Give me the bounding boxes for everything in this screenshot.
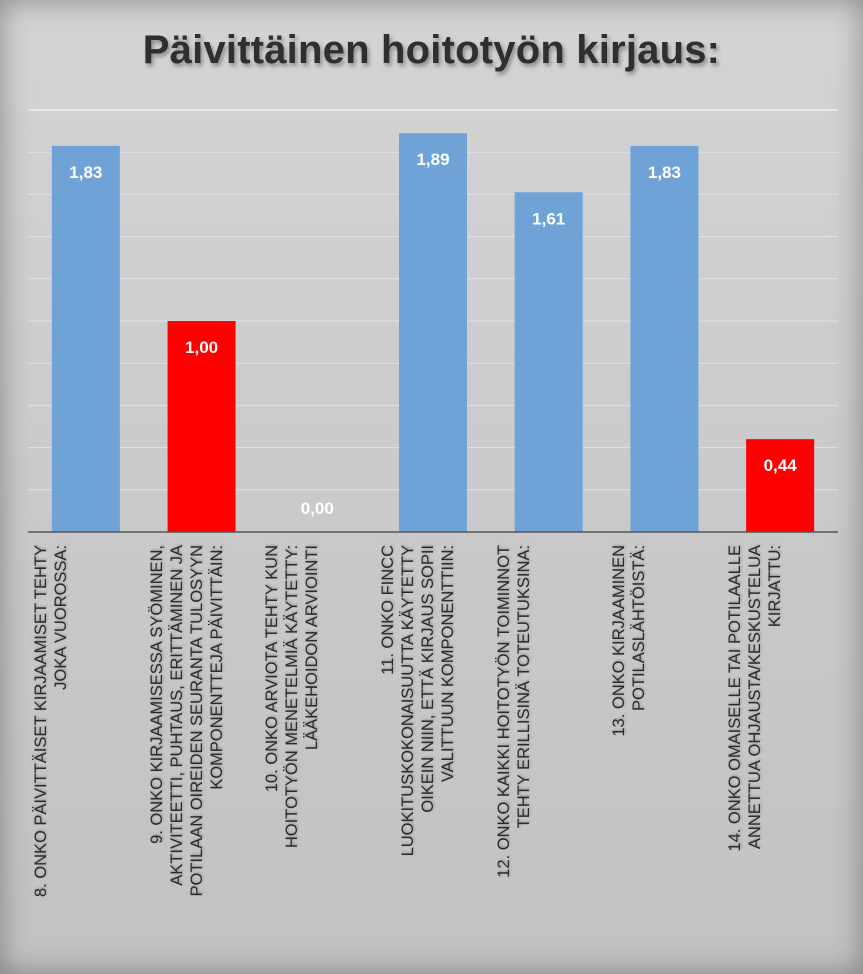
category-label-line: AKTIVITEETTI, PUHTAUS, ERITTÄMINEN JA [167, 545, 186, 886]
category-label-line: TEHTY ERILLISINÄ TOTEUTUKSINA: [514, 545, 533, 829]
category-label-line: ANNETTUA OHJAUSTA/KESKUSTELUA [746, 545, 765, 850]
data-label-7: 0,44 [763, 456, 797, 476]
category-label-line: 13. ONKO KIRJAAMINEN [610, 545, 629, 737]
data-label-5: 1,61 [532, 209, 566, 229]
bar-7 [746, 439, 814, 532]
category-label-line: 11. ONKO FINCC [379, 545, 397, 675]
data-label-2: 1,00 [185, 338, 219, 357]
category-label-line: 12. ONKO KAIKKI HOITOTYÖN TOIMINNOT [494, 545, 513, 878]
data-label-6: 1,83 [647, 162, 681, 182]
category-label-5 [494, 545, 604, 925]
category-label-line: POTILASLÄHTÖISTÄ: [630, 545, 649, 711]
category-label-1 [31, 545, 141, 925]
data-label-4: 1,89 [416, 150, 450, 170]
category-label-line: OIKEIN NIIN, ETTÄ KIRJAUS SOPII [419, 545, 437, 813]
category-label-line: KOMPONENTTEJA PÄIVITTÄIN: [207, 545, 226, 790]
category-label-line: POTILAAN OIREIDEN SEURANTA TULOSYYN [187, 545, 206, 897]
chart-title: Päivittäinen hoitotyön kirjaus: [142, 28, 721, 72]
category-label-line: 8. ONKO PÄIVITTÄISET KIRJAAMISET TEHTY [31, 545, 50, 898]
category-label-3 [262, 545, 372, 925]
category-label-2 [147, 545, 257, 925]
category-label-line: HOITOTYÖN MENETELMIÄ KÄYTETTY: [283, 545, 302, 849]
category-label-6 [609, 545, 719, 925]
bar-5 [515, 192, 583, 532]
category-label-line: KIRJATTU: [766, 545, 785, 628]
category-label-7 [725, 545, 835, 925]
category-label-line: 9. ONKO KIRJAAMISESSA SYÖMINEN, [147, 545, 166, 844]
data-label-3: 0,00 [300, 499, 334, 518]
category-label-line: 10. ONKO ARVIOTA TEHTY KUN [263, 545, 282, 793]
bar-4 [399, 133, 467, 532]
category-label-line: 14. ONKO OMAISELLE TAI POTILAALLE [726, 545, 745, 852]
category-label-line: JOKA VUOROSSA: [51, 545, 70, 690]
category-label-4 [378, 545, 488, 925]
bar-1 [52, 146, 120, 532]
category-label-line: LUOKITUSKOKONAISUUTTA KÄYTETTY [399, 545, 417, 857]
bar-6 [630, 146, 698, 532]
category-label-line: LÄÄKEHOIDON ARVIOINTI [303, 545, 322, 751]
category-label-line: VALITTUUN KOMPONENTTIIN: [439, 545, 457, 783]
data-label-1: 1,83 [69, 162, 103, 182]
